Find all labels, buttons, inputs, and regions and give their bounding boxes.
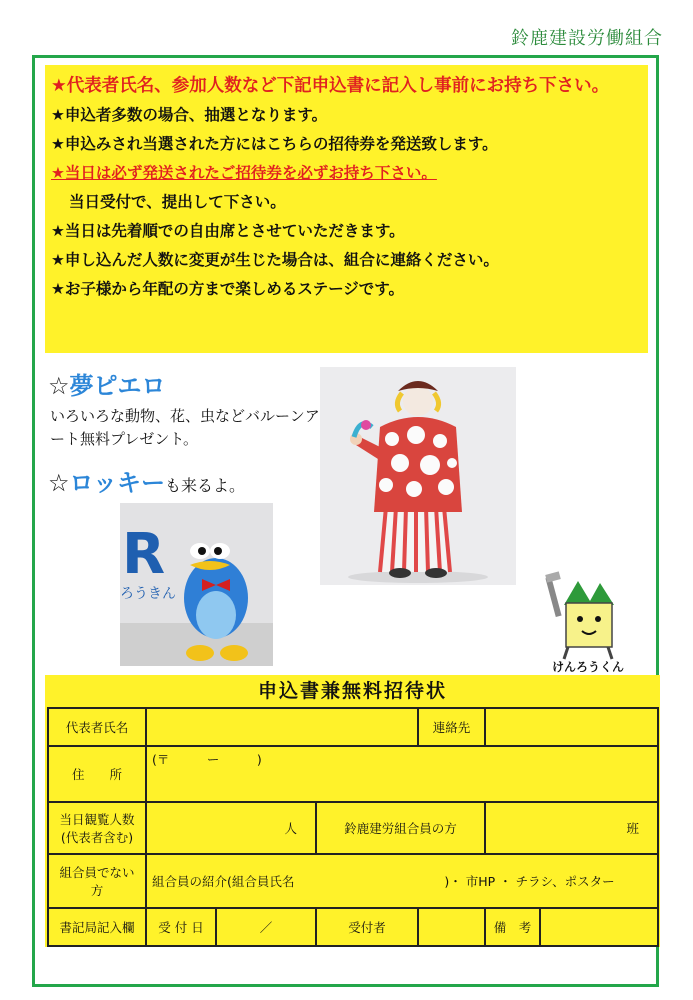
member-label: 鈴鹿建労組合員の方 <box>316 802 485 854</box>
rep-name-label: 代表者氏名 <box>48 708 146 746</box>
notice-line-5: 当日受付で、提出して下さい。 <box>69 193 286 211</box>
notice-line-2: ★申込者多数の場合、抽選となります。 <box>51 106 328 124</box>
pierrot-heading <box>48 366 166 401</box>
star-outline-icon: ☆ <box>48 469 70 497</box>
notice-line-8: ★お子様から年配の方まで楽しめるステージです。 <box>51 280 405 298</box>
remarks-label: 備 考 <box>485 908 540 946</box>
remarks-field[interactable] <box>540 908 658 946</box>
nonmember-options[interactable]: 組合員の紹介(組合員氏名 )・ 市HP ・ チラシ、ポスター <box>146 854 658 908</box>
office-use-label: 書記局記入欄 <box>48 908 146 946</box>
nonmember-label: 組合員でない方 <box>48 854 146 908</box>
count-unit: 人 <box>284 821 297 836</box>
form-table <box>47 707 659 947</box>
attendee-count-label-1: 当日観覧人数 <box>59 812 135 827</box>
kenrou-mascot <box>538 565 638 675</box>
date-slash: ／ <box>259 920 273 935</box>
mascot-photo <box>120 503 273 666</box>
notice-line-6: ★当日は先着順での自由席とさせていただきます。 <box>51 222 405 240</box>
contact-field[interactable] <box>485 708 658 746</box>
attendee-count-label <box>48 802 146 854</box>
notice-line-1: ★代表者氏名、参加人数など下記申込書に記入し事前にお持ち下さい。 <box>51 76 610 96</box>
rocky-name: ロッキー <box>69 469 166 497</box>
organization-name: 鈴鹿建設労働組合 <box>511 28 663 49</box>
kenrou-label: けんろうくん <box>551 660 625 674</box>
notice-line-4: ★当日は必ず発送されたご招待券を必ずお持ち下さい。 <box>51 164 437 182</box>
sign-letter: R <box>122 522 166 587</box>
rep-name-field[interactable] <box>146 708 418 746</box>
notice-line-7: ★申し込んだ人数に変更が生じた場合は、組合に連絡ください。 <box>51 251 499 269</box>
form-title: 申込書兼無料招待状 <box>45 675 660 707</box>
attendee-count-field[interactable] <box>146 802 316 854</box>
application-form <box>45 707 660 947</box>
received-date-label: 受 付 日 <box>146 908 216 946</box>
group-unit: 班 <box>626 821 639 836</box>
postal-code-label: (〒 ー ) <box>152 752 262 767</box>
receiver-label: 受付者 <box>316 908 418 946</box>
contact-label: 連絡先 <box>418 708 485 746</box>
notice-line-3: ★申込みされ当選された方にはこちらの招待券を発送致します。 <box>51 135 498 153</box>
rocky-heading <box>48 463 245 498</box>
attendee-count-label-2: (代表者含む) <box>60 830 134 845</box>
rocky-tail: も来るよ。 <box>165 476 246 495</box>
sign-text: ろうきん <box>120 586 176 602</box>
notice-box <box>45 65 648 353</box>
clown-photo <box>320 367 516 585</box>
star-outline-icon: ☆ <box>48 372 70 400</box>
pierrot-name: 夢ピエロ <box>69 372 166 400</box>
pierrot-description: いろいろな動物、花、虫などバルーンアート無料プレゼント。 <box>50 407 320 448</box>
member-group-field[interactable] <box>485 802 658 854</box>
address-label: 住 所 <box>48 746 146 802</box>
receiver-field[interactable] <box>418 908 485 946</box>
received-date-field[interactable] <box>216 908 316 946</box>
address-field[interactable] <box>146 746 658 802</box>
